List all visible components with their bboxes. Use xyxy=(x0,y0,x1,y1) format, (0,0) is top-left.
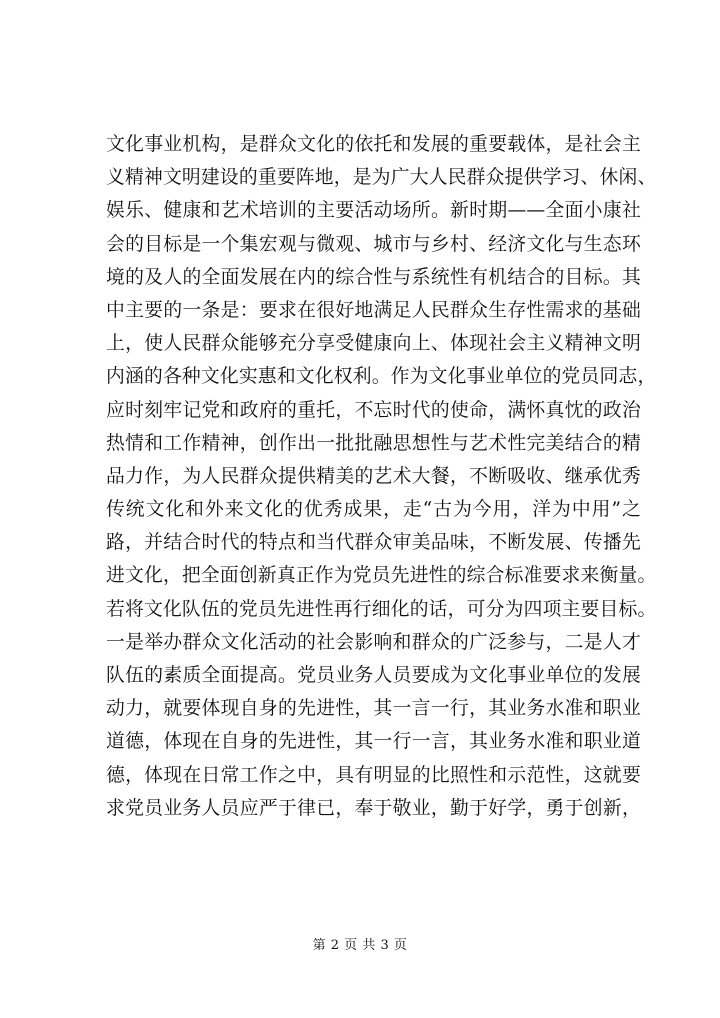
text-line: 路，并结合时代的特点和当代群众审美品味，不断发展、传播先 xyxy=(106,532,641,554)
text-line: 上，使人民群众能够充分享受健康向上、体现社会主义精神文明 xyxy=(106,333,641,355)
page-number-footer: 第 2 页 共 3 页 xyxy=(312,938,408,953)
text-line: 德，体现在日常工作之中，具有明显的比照性和示范性，这就要 xyxy=(106,764,641,786)
text-line: 进文化，把全面创新真正作为党员先进性的综合标准要求来衡量。 xyxy=(106,565,657,587)
text-line: 热情和工作精神，创作出一批批融思想性与艺术性完美结合的精 xyxy=(106,432,641,454)
text-line: 品力作，为人民群众提供精美的艺术大餐，不断吸收、继承优秀 xyxy=(106,465,641,487)
text-line: 义精神文明建设的重要阵地，是为广大人民群众提供学习、休闲、 xyxy=(106,167,657,189)
text-line: 一是举办群众文化活动的社会影响和群众的广泛参与，二是人才 xyxy=(106,631,641,653)
text-line: 应时刻牢记党和政府的重托，不忘时代的使命，满怀真忱的政治 xyxy=(106,399,641,421)
text-line: 若将文化队伍的党员先进性再行细化的话，可分为四项主要目标。 xyxy=(106,598,657,620)
text-line: 队伍的素质全面提高。党员业务人员要成为文化事业单位的发展 xyxy=(106,665,641,686)
text-line: 中主要的一条是：要求在很好地满足人民群众生存性需求的基础 xyxy=(106,299,641,321)
text-line: 求党员业务人员应严于律已，奉于敬业，勤于好学，勇于创新， xyxy=(106,797,641,819)
text-line: 境的及人的全面发展在内的综合性与系统性有机结合的目标。其 xyxy=(106,266,641,288)
text-line: 传统文化和外来文化的优秀成果，走“古为今用，洋为中用”之 xyxy=(106,499,641,521)
text-line: 文化事业机构，是群众文化的依托和发展的重要载体，是社会主 xyxy=(106,134,641,155)
text-line: 动力，就要体现自身的先进性，其一言一行，其业务水准和职业 xyxy=(106,698,641,720)
text-line: 娱乐、健康和艺术培训的主要活动场所。新时期——全面小康社 xyxy=(106,200,641,222)
body-paragraph xyxy=(106,128,657,825)
text-line: 内涵的各种文化实惠和文化权利。作为文化事业单位的党员同志， xyxy=(106,366,657,388)
text-line: 会的目标是一个集宏观与微观、城市与乡村、经济文化与生态环 xyxy=(106,233,641,255)
text-line: 道德，体现在自身的先进性，其一行一言，其业务水准和职业道 xyxy=(106,731,641,753)
